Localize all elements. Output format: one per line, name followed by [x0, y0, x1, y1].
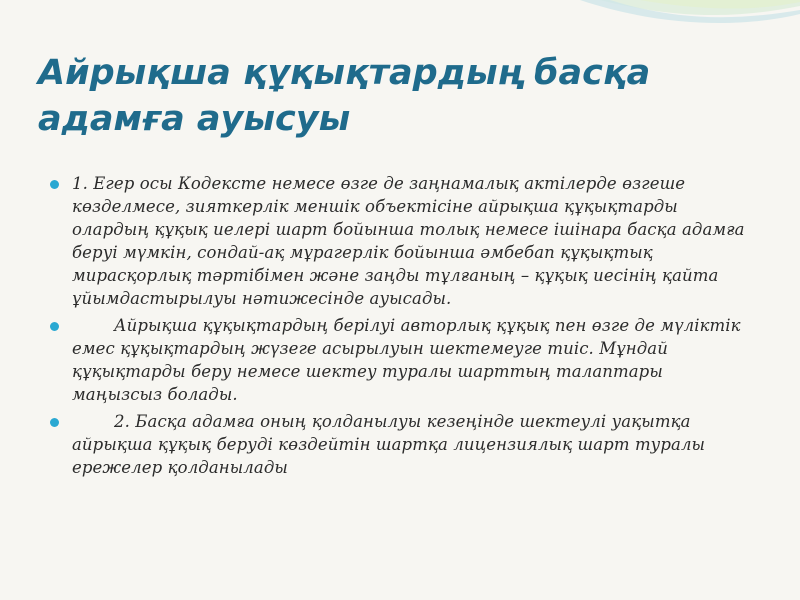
list-item: [50, 172, 750, 310]
bullet-icon: [50, 322, 59, 331]
paragraph-1: 1. Егер осы Кодексте немесе өзге де заңнамалық актілерде өзгеше көзделмесе, зияткерлік меншік объектісіне айрықша құқықтарды олардың құқық иелері шарт бойынша толық немесе ішінара басқа адамға беруі мүмкін, сондай-ақ мұрагерлік бойынша әмбебап құқықтық мирасқорлық тәртібімен және заңды тұлғаның – құқық иесінің қайта ұйымдастырылуы нәтижесінде ауысады.: [72, 174, 745, 308]
paragraph-3-wrapper: [72, 410, 750, 479]
list-item: [50, 410, 750, 479]
bullet-icon: [50, 418, 59, 427]
content-list: [50, 172, 750, 483]
bullet-icon: [50, 180, 59, 189]
list-item: [50, 314, 750, 406]
slide-title: Айрықша құқықтардың басқа адамға ауысуы: [38, 53, 651, 139]
paragraph-2: Айрықша құқықтардың берілуі авторлық құқық пен өзге де мүліктік емес құқықтардың жүзеге асырылуын шектемеуге тиіс. Мұндай құқықтарды беру немесе шектеу туралы шарттың талаптары маңызсыз болады.: [72, 316, 741, 404]
paragraph-2-wrapper: [72, 314, 750, 406]
paragraph-3: 2. Басқа адамға оның қолданылуы кезеңінде шектеулі уақытқа айрықша құқық беруді көздейтін шартқа лицензиялық шарт туралы ережелер қолданылады: [72, 412, 706, 477]
